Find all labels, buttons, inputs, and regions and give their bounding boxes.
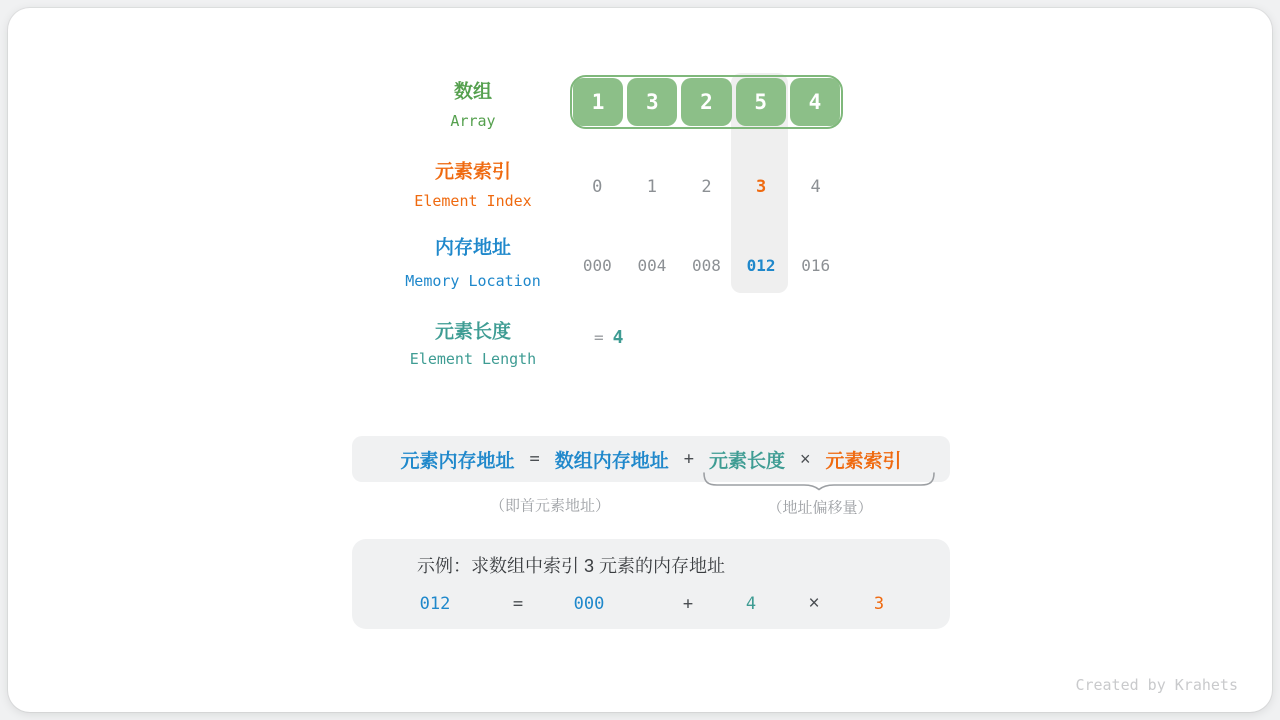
array-cell: 4 bbox=[790, 78, 840, 126]
formula-length: 元素长度 bbox=[708, 450, 785, 472]
formula-base: 数组内存地址 bbox=[554, 450, 669, 472]
label-index-zh: 元素索引 bbox=[434, 161, 512, 183]
label-array-en: Array bbox=[450, 112, 496, 130]
label-array-zh: 数组 bbox=[453, 81, 493, 103]
label-length-zh: 元素长度 bbox=[434, 321, 512, 343]
memory-value-row bbox=[570, 256, 843, 275]
array-cell: 1 bbox=[573, 78, 623, 126]
label-index-en: Element Index bbox=[414, 192, 532, 210]
array-cell: 3 bbox=[627, 78, 677, 126]
memory-value: 004 bbox=[637, 256, 667, 275]
memory-value: 000 bbox=[582, 256, 612, 275]
example-equals: = bbox=[512, 594, 524, 614]
formula-result: 元素内存地址 bbox=[400, 450, 515, 472]
example-length: 4 bbox=[745, 594, 757, 614]
label-length-en: Element Length bbox=[409, 350, 537, 368]
example-index: 3 bbox=[873, 594, 885, 614]
formula-times: × bbox=[800, 448, 811, 469]
formula-index: 元素索引 bbox=[825, 450, 902, 472]
index-value: 2 bbox=[701, 177, 712, 197]
index-value: 4 bbox=[810, 177, 821, 197]
memory-value-highlighted: 012 bbox=[746, 256, 776, 275]
example-base: 000 bbox=[573, 594, 605, 614]
array-cell: 5 bbox=[736, 78, 786, 126]
length-equals-sign: = bbox=[594, 328, 604, 347]
formula-plus: + bbox=[683, 449, 694, 469]
element-length-row bbox=[594, 327, 623, 348]
index-value: 0 bbox=[592, 177, 603, 197]
array-cell: 2 bbox=[681, 78, 731, 126]
index-value: 1 bbox=[646, 177, 658, 197]
index-value-row bbox=[570, 177, 843, 197]
example-title: 示例：求数组中索引 3 元素的内存地址 bbox=[417, 556, 726, 576]
index-value-highlighted: 3 bbox=[755, 177, 767, 197]
formula-equals: = bbox=[529, 449, 540, 469]
offset-note: （地址偏移量） bbox=[767, 499, 873, 517]
underbrace bbox=[702, 472, 936, 491]
array-container bbox=[570, 75, 843, 129]
example-result: 012 bbox=[419, 594, 451, 614]
memory-value: 008 bbox=[692, 256, 721, 275]
memory-value: 016 bbox=[801, 256, 831, 275]
label-memory-zh: 内存地址 bbox=[434, 237, 512, 259]
example-times: × bbox=[808, 593, 820, 614]
label-memory-en: Memory Location bbox=[405, 272, 541, 290]
example-plus: + bbox=[682, 594, 694, 614]
credit-text: Created by Krahets bbox=[1075, 676, 1238, 694]
length-value: 4 bbox=[612, 327, 624, 348]
base-note: （即首元素地址） bbox=[489, 497, 611, 515]
